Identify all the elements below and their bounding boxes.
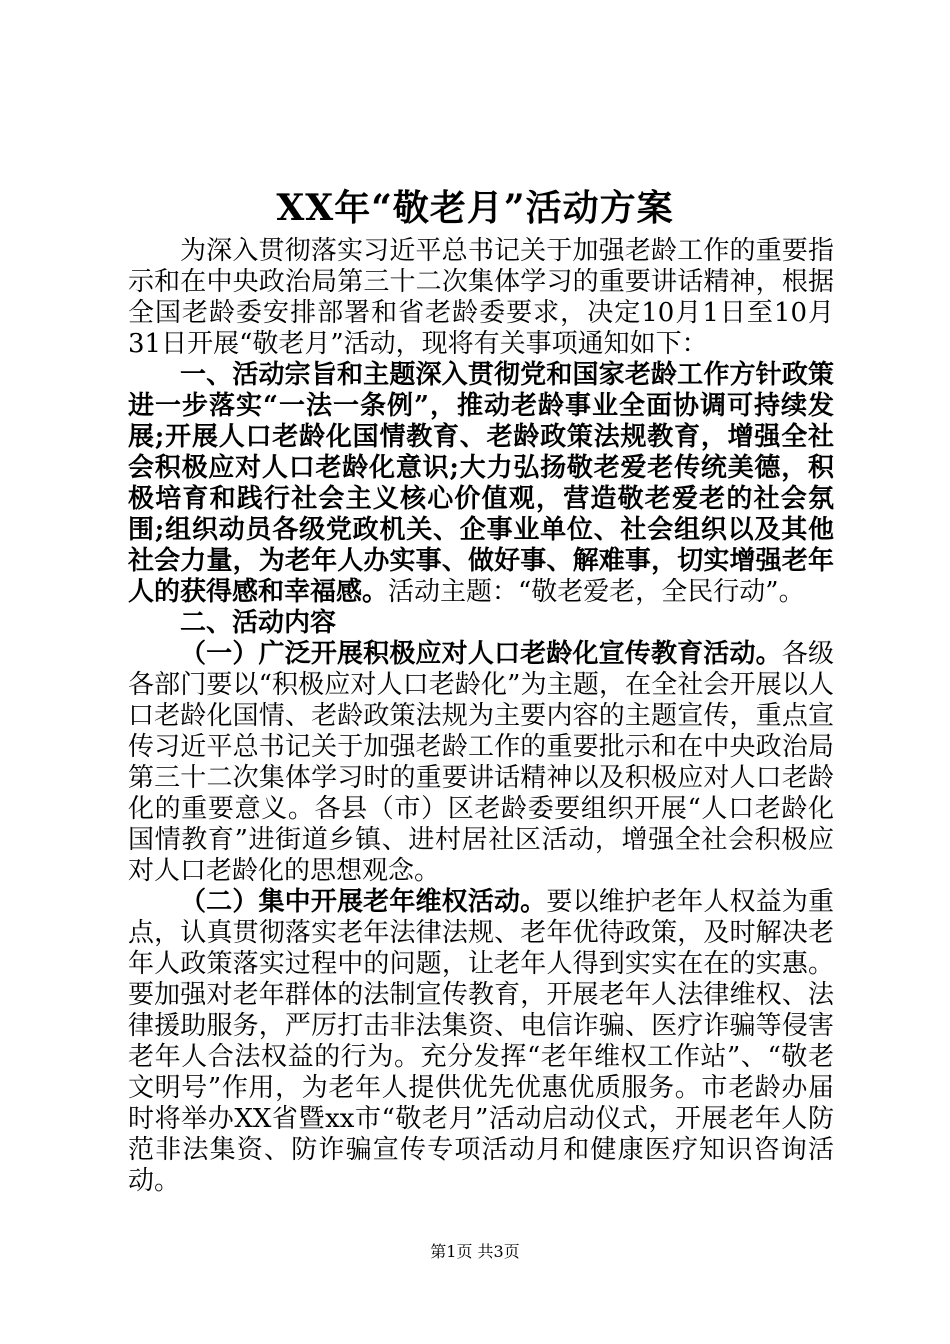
item2-text: 要以维护老年人权益为重点，认真贯彻落实老年法律法规、老年优待政策，及时解决老年人政策落实过程中的问题，让老年人得到实实在在的实惠。要加强对老年群体的法制宣传教育，开展老年人法律维权、法律援助服务，严厉打击非法集资、电信诈骗、医疗诈骗等侵害老年人合法权益的行为。充分发挥“老年维权工作站”、“敬老文明号”作用，为老年人提供优先优惠优质服务。市老龄办届时将举办XX省暨xx市“敬老月”活动启动仪式，开展老年人防范非法集资、防诈骗宣传专项活动月和健康医疗知识咨询活动。 [128,887,834,1196]
item2-paragraph [128,887,834,1197]
document-body [128,236,834,1197]
section1-paragraph [128,360,834,608]
item1-paragraph [128,639,834,887]
document-title: XX年“敬老月”活动方案 [276,187,674,229]
item2-heading: （二）集中开展老年维权活动。 [180,887,547,917]
section1-bold-text: 一、活动宗旨和主题深入贯彻党和国家老龄工作方针政策进一步落实“一法一条例”，推动老龄事业全面协调可持续发展;开展人口老龄化国情教育、老龄政策法规教育，增强全社会积极应对人口老龄化意识;大力弘扬敬老爱老传统美德，积极培育和践行社会主义核心价值观，营造敬老爱老的社会氛围;组织动员各级党政机关、企事业单位、社会组织以及其他社会力量，为老年人办实事、做好事、解难事，切实增强老年人的获得感和幸福感。 [128,360,834,607]
item1-heading: （一）广泛开展积极应对人口老龄化宣传教育活动。 [180,639,782,669]
page-footer: 第1页 共3页 [430,1242,520,1261]
item1-text: 各级各部门要以“积极应对人口老龄化”为主题，在全社会开展以人口老龄化国情、老龄政策法规为主要内容的主题宣传，重点宣传习近平总书记关于加强老龄工作的重要批示和在中央政治局第三十二次集体学习时的重要讲话精神以及积极应对人口老龄化的重要意义。各县（市）区老龄委要组织开展“人口老龄化国情教育”进街道乡镇、进村居社区活动，增强全社会积极应对人口老龄化的思想观念。 [128,639,834,886]
section2-heading [128,608,834,639]
section1-theme-text: 活动主题：“敬老爱老，全民行动”。 [388,577,805,607]
intro-paragraph: 为深入贯彻落实习近平总书记关于加强老龄工作的重要指示和在中央政治局第三十二次集体学习的重要讲话精神，根据全国老龄委安排部署和省老龄委要求，决定10月1日至10月31日开展“敬老月”活动，现将有关事项通知如下： [128,236,834,359]
section2-heading-text: 二、活动内容 [180,608,337,638]
